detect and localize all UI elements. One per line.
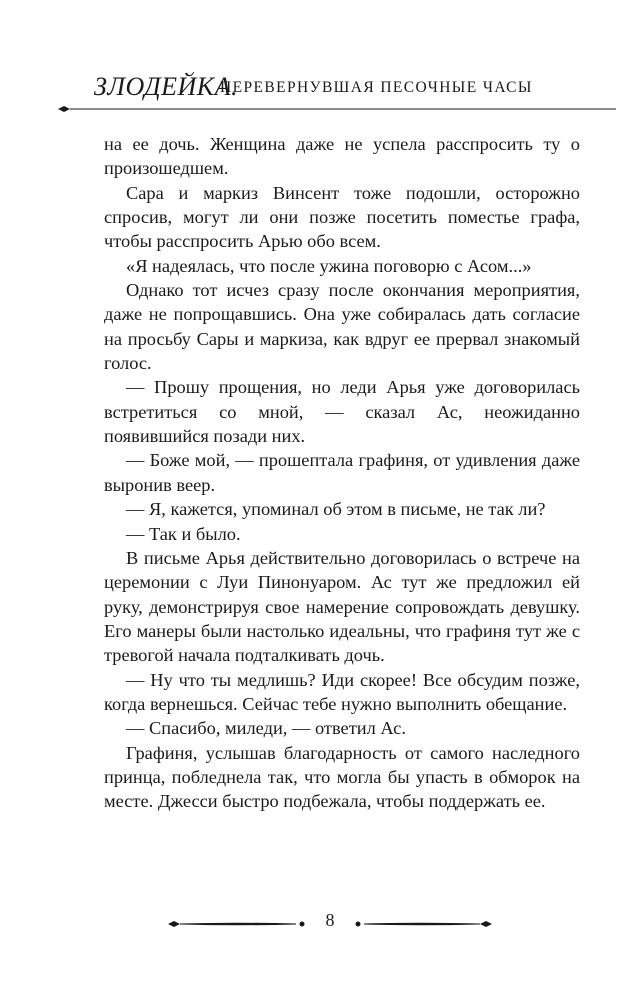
header-ornament-rule xyxy=(56,102,616,116)
footer-left-dot-icon xyxy=(300,922,305,927)
paragraph: Однако тот исчез сразу после окончания мероприятия, даже не попрощавшись. Она уже собиралась дать согласие на просьбу Сары и маркиза, как вдруг ее прервал знакомый голос. xyxy=(104,280,580,374)
header-ornament-diamond-icon xyxy=(58,106,70,112)
page-number: 8 xyxy=(325,910,335,930)
footer-ornament-right xyxy=(352,917,492,931)
paragraph: Сара и маркиз Винсент тоже подошли, осторожно спросив, могут ли они позже посетить поместье графа, чтобы расспросить Арью обо всем. xyxy=(104,182,580,252)
paragraph: «Я надеялась, что после ужина поговорю с Асом...» xyxy=(126,255,532,276)
paragraph: — Я, кажется, упоминал об этом в письме, не так ли? xyxy=(126,499,546,520)
footer-left-diamond-icon xyxy=(168,921,180,927)
book-title: ЗЛОДЕЙКА. xyxy=(94,72,238,101)
paragraph: — Прошу прощения, но леди Арья уже договорилась встретиться со мной, — сказал Ас, неожиданно появившийся позади них. xyxy=(104,377,580,447)
paragraph: на ее дочь. Женщина даже не успела расспросить ту о произошедшем. xyxy=(104,134,580,179)
book-subtitle: ПЕРЕВЕРНУВШАЯ ПЕСОЧНЫЕ ЧАСЫ xyxy=(220,79,533,96)
footer-right-dot-icon xyxy=(356,922,361,927)
body-text xyxy=(104,132,580,814)
paragraph: Графиня, услышав благодарность от самого наследного принца, побледнела так, что могла бы упасть в обморок на месте. Джесси быстро подбежала, чтобы поддержать ее. xyxy=(104,742,580,812)
footer-right-diamond-icon xyxy=(480,921,492,927)
footer-ornament-left xyxy=(168,917,308,931)
paragraph: В письме Арья действительно договорилась о встрече на церемонии с Луи Пинонуаром. Ас тут же предложил ей руку, демонстрируя свое намерение сопровождать девушку. Его манеры были настолько идеальны, что графиня тут же с тревогой начала подталкивать дочь. xyxy=(104,547,580,666)
paragraph: — Боже мой, — прошептала графиня, от удивления даже выронив веер. xyxy=(104,450,580,495)
paragraph: — Ну что ты медлишь? Иди скорее! Все обсудим позже, когда вернешься. Сейчас тебе нужно выполнить обещание. xyxy=(104,669,580,714)
paragraph: — Спасибо, миледи, — ответил Ас. xyxy=(126,718,406,739)
running-header xyxy=(56,62,616,112)
paragraph: — Так и было. xyxy=(126,523,241,544)
page-footer xyxy=(168,910,492,940)
